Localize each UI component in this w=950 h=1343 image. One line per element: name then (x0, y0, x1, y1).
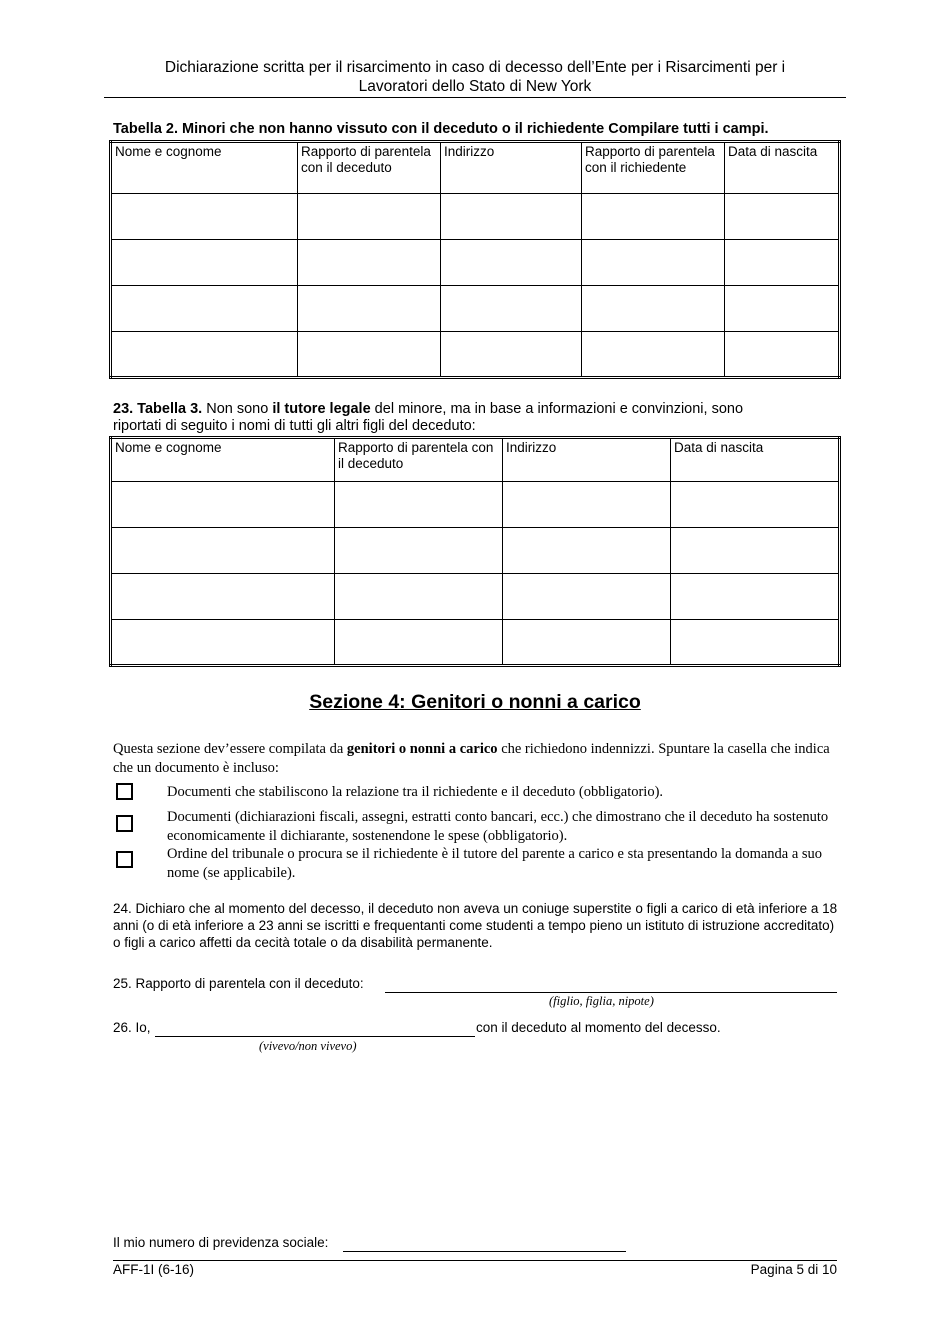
table-cell[interactable] (671, 574, 840, 620)
table-cell[interactable] (441, 286, 582, 332)
question-26-suffix: con il deceduto al momento del decesso. (476, 1020, 721, 1035)
table-cell[interactable] (441, 194, 582, 240)
table3 (109, 436, 841, 667)
table-cell[interactable] (111, 286, 298, 332)
table-cell[interactable] (298, 286, 441, 332)
table-cell[interactable] (298, 240, 441, 286)
table-cell[interactable] (725, 240, 840, 286)
table-cell[interactable] (335, 528, 503, 574)
table-cell[interactable] (111, 332, 298, 378)
table2 (109, 140, 841, 379)
table3-text-line2: riportati di seguito i nomi di tutti gli altri figli del deceduto: (113, 418, 476, 434)
table-cell[interactable] (503, 620, 671, 666)
table2-col-birthdate: Data di nascita (725, 142, 840, 194)
table3-text-a: Non sono (202, 401, 273, 417)
table-row (111, 240, 840, 286)
header-divider (104, 97, 846, 98)
table3-bold-guardian: il tutore legale (272, 401, 371, 417)
question-24: 24. Dichiaro che al momento del decesso, il deceduto non aveva un coniuge superstite o figli a carico di età inferiore a 18 anni (o di età inferiore a 23 anni se iscritti e frequentanti come studenti a tempo pieno un istituto di istruzione accreditato) o figli a carico affetti da cecità totale o da disabilità permanente. (113, 901, 838, 950)
table2-header-row (111, 142, 840, 194)
table-row (111, 286, 840, 332)
checkbox-support-docs[interactable] (116, 815, 133, 832)
table-cell[interactable] (111, 194, 298, 240)
footer-divider (113, 1260, 837, 1261)
table3-col-address: Indirizzo (503, 438, 671, 482)
question-26-label: 26. Io, (113, 1020, 151, 1035)
table3-number: 23. Tabella 3. (113, 401, 203, 417)
table-cell[interactable] (582, 240, 725, 286)
table3-title (113, 401, 843, 435)
table-cell[interactable] (503, 574, 671, 620)
checkbox-label-relationship-docs: Documenti che stabiliscono la relazione tra il richiedente e il deceduto (obbligatorio). (167, 784, 664, 800)
section4-intro-bold: genitori o nonni a carico (346, 741, 498, 757)
table-cell[interactable] (582, 332, 725, 378)
table2-col-rel-deceased: Rapporto di parentela con il deceduto (298, 142, 441, 194)
table-cell[interactable] (582, 194, 725, 240)
checkbox-relationship-docs[interactable] (116, 783, 133, 800)
table-cell[interactable] (335, 620, 503, 666)
table-row (111, 194, 840, 240)
table-cell[interactable] (441, 240, 582, 286)
table-cell[interactable] (725, 194, 840, 240)
table-cell[interactable] (298, 194, 441, 240)
table-cell[interactable] (111, 240, 298, 286)
question-26-input[interactable] (155, 1036, 475, 1037)
table-cell[interactable] (111, 574, 335, 620)
document-header (104, 58, 846, 96)
question-25-label: 25. Rapporto di parentela con il deceduto: (113, 976, 364, 991)
section4-intro-b: che richiedono indennizzi. Spuntare la casella che indica che un documento è incluso: (113, 741, 830, 776)
table-cell[interactable] (335, 482, 503, 528)
table-cell[interactable] (298, 332, 441, 378)
table-cell[interactable] (503, 482, 671, 528)
table2-col-name: Nome e cognome (111, 142, 298, 194)
table-cell[interactable] (503, 528, 671, 574)
table-cell[interactable] (671, 528, 840, 574)
table-cell[interactable] (335, 574, 503, 620)
table-cell[interactable] (111, 482, 335, 528)
table3-header-row (111, 438, 840, 482)
section4-intro (113, 740, 843, 778)
table2-col-rel-applicant: Rapporto di parentela con il richiedente (582, 142, 725, 194)
checkbox-label-court-order: Ordine del tribunale o procura se il richiedente è il tutore del parente a carico e sta presentando la domanda a suo nome (se applicabile). (167, 846, 823, 881)
table3-col-name: Nome e cognome (111, 438, 335, 482)
question-25-input[interactable] (385, 992, 837, 993)
checkbox-court-order[interactable] (116, 851, 133, 868)
table-cell[interactable] (111, 528, 335, 574)
table3-col-birthdate: Data di nascita (671, 438, 840, 482)
table-row (111, 482, 840, 528)
header-line-2: Lavoratori dello Stato di New York (358, 78, 592, 95)
table-row (111, 332, 840, 378)
table-row (111, 620, 840, 666)
question-25-hint: (figlio, figlia, nipote) (549, 994, 654, 1008)
table-cell[interactable] (671, 620, 840, 666)
table2-title: Tabella 2. Minori che non hanno vissuto con il deceduto o il richiedente Compilare tutti i campi. (113, 121, 769, 137)
table-row (111, 528, 840, 574)
checkbox-label-support-docs: Documenti (dichiarazioni fiscali, assegni, estratti conto bancari, ecc.) che dimostrano che il deceduto ha sostenuto economicamente il dichiarante, sostenendone le spese (obbligatorio). (167, 809, 829, 844)
table-cell[interactable] (441, 332, 582, 378)
ssn-label: Il mio numero di previdenza sociale: (113, 1235, 329, 1250)
question-26-hint: (vivevo/non vivevo) (259, 1039, 357, 1053)
table3-text-b: del minore, ma in base a informazioni e convinzioni, sono (370, 401, 744, 417)
form-id: AFF-1I (6-16) (113, 1262, 195, 1277)
section4-intro-a: Questa sezione dev’essere compilata da (113, 741, 347, 757)
ssn-input[interactable] (343, 1251, 626, 1252)
table-cell[interactable] (582, 286, 725, 332)
section4-title: Sezione 4: Genitori o nonni a carico (309, 691, 641, 713)
table-cell[interactable] (725, 332, 840, 378)
table2-col-address: Indirizzo (441, 142, 582, 194)
table-cell[interactable] (725, 286, 840, 332)
table-row (111, 574, 840, 620)
table-cell[interactable] (111, 620, 335, 666)
header-line-1: Dichiarazione scritta per il risarcimento in caso di decesso dell’Ente per i Risarcimenti per i (164, 59, 786, 76)
page-number: Pagina 5 di 10 (750, 1262, 837, 1277)
table3-col-rel-deceased: Rapporto di parentela con il deceduto (335, 438, 503, 482)
table-cell[interactable] (671, 482, 840, 528)
